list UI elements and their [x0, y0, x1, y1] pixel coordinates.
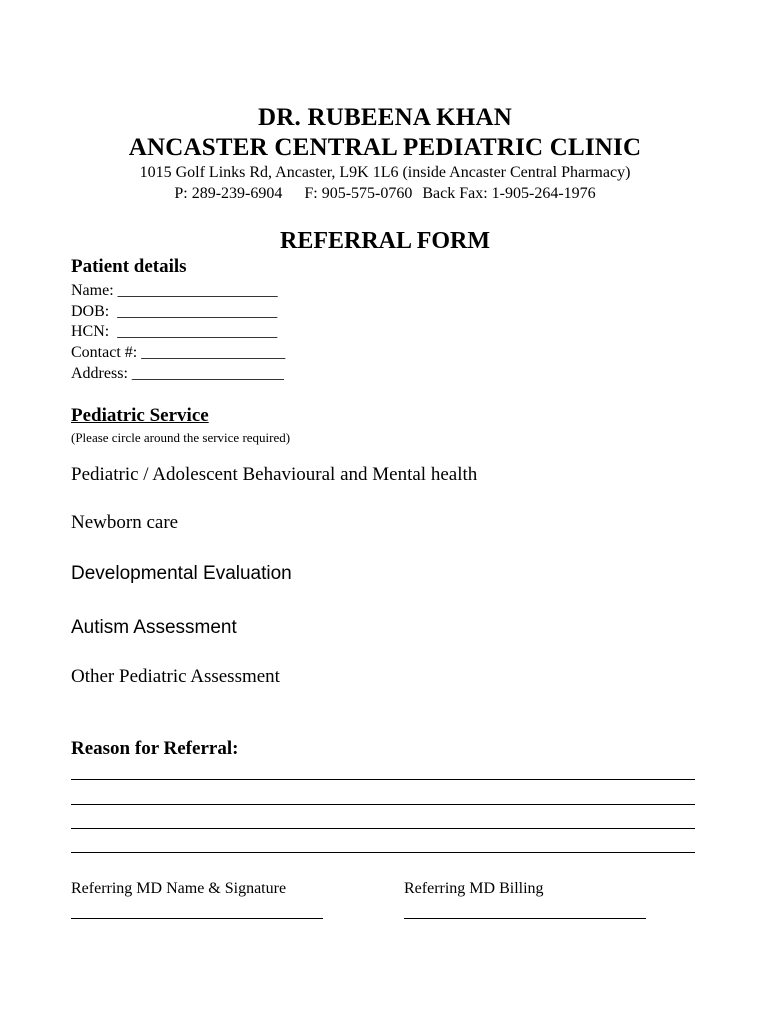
fax-number: F: 905-575-0760: [304, 185, 413, 202]
pediatric-service-heading: Pediatric Service: [71, 405, 209, 426]
reason-line-2[interactable]: [71, 804, 695, 805]
patient-contact-field[interactable]: Contact #: __________________: [71, 344, 286, 361]
md-name-signature-line[interactable]: [71, 918, 323, 919]
patient-hcn-field[interactable]: HCN: ____________________: [71, 323, 278, 340]
reason-line-4[interactable]: [71, 852, 695, 853]
phone-number: P: 289-239-6904: [174, 185, 283, 202]
clinic-name: ANCASTER CENTRAL PEDIATRIC CLINIC: [128, 134, 642, 161]
service-option-developmental[interactable]: Developmental Evaluation: [71, 563, 292, 584]
patient-dob-field[interactable]: DOB: ____________________: [71, 303, 278, 320]
back-fax-number: Back Fax: 1-905-264-1976: [422, 185, 596, 202]
form-title: REFERRAL FORM: [280, 228, 490, 254]
reason-line-3[interactable]: [71, 828, 695, 829]
md-name-signature-label: Referring MD Name & Signature: [71, 880, 287, 897]
patient-details-heading: Patient details: [71, 256, 187, 277]
service-instruction-note: (Please circle around the service required): [71, 430, 291, 445]
reason-line-1[interactable]: [71, 779, 695, 780]
clinic-contact-line: [0, 185, 770, 203]
reason-for-referral-heading: Reason for Referral:: [71, 738, 239, 759]
md-billing-label: Referring MD Billing: [404, 880, 544, 897]
patient-name-field[interactable]: Name: ____________________: [71, 282, 278, 299]
service-option-autism[interactable]: Autism Assessment: [71, 617, 237, 638]
doctor-name: DR. RUBEENA KHAN: [258, 104, 512, 131]
service-option-newborn[interactable]: Newborn care: [71, 512, 179, 533]
md-billing-line[interactable]: [404, 918, 646, 919]
service-option-other[interactable]: Other Pediatric Assessment: [71, 666, 280, 687]
patient-address-field[interactable]: Address: ___________________: [71, 365, 284, 382]
service-option-behavioural[interactable]: Pediatric / Adolescent Behavioural and Mental health: [71, 464, 478, 485]
clinic-address: 1015 Golf Links Rd, Ancaster, L9K 1L6 (inside Ancaster Central Pharmacy): [139, 164, 631, 181]
